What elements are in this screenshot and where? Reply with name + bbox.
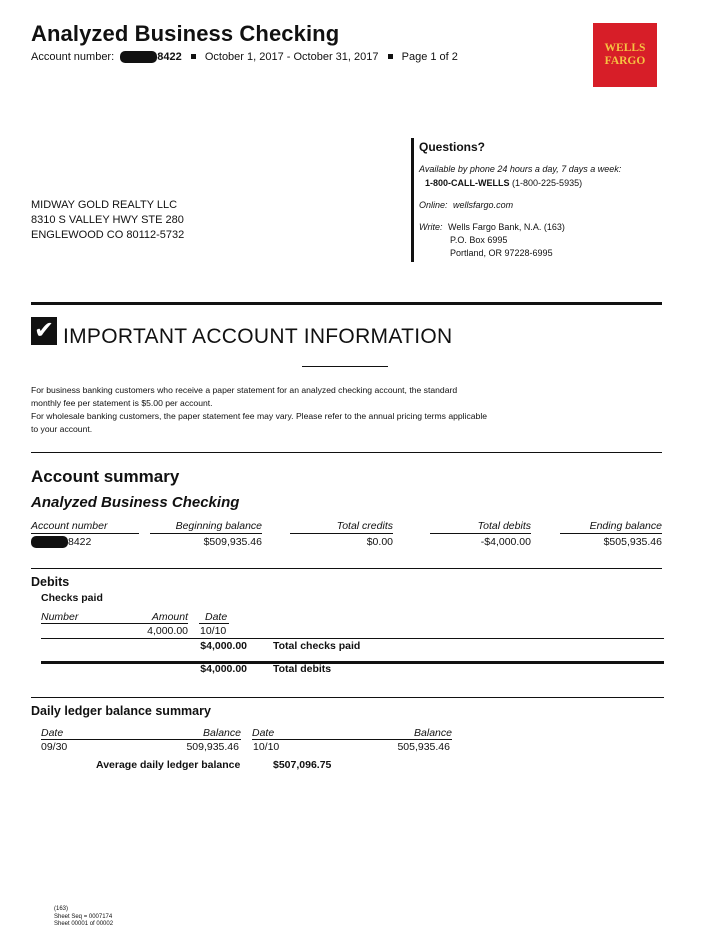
- total-rule-thick: [41, 661, 664, 664]
- average-balance-value: $507,096.75: [273, 759, 332, 771]
- total-debits-amount: $4,000.00: [200, 663, 247, 675]
- write-line1: Wells Fargo Bank, N.A. (163): [448, 222, 565, 232]
- mailing-address: [419, 221, 565, 260]
- footer-line3: Sheet 00001 of 00002: [54, 921, 114, 927]
- summary-total-debits: -$4,000.00: [480, 536, 531, 548]
- col-underline: [31, 533, 139, 534]
- ledger-col-date: Date: [41, 727, 64, 739]
- section-divider: [31, 452, 662, 453]
- ledger-balance: 509,935.46: [186, 741, 239, 753]
- col-ending-balance: Ending balance: [589, 520, 662, 532]
- questions-title: Questions?: [419, 140, 486, 154]
- header-info-line: [31, 51, 458, 63]
- col-account-number: Account number: [31, 520, 108, 532]
- total-rule: [41, 638, 664, 639]
- ledger-date: 10/10: [253, 741, 280, 753]
- col-check-number: Number: [41, 611, 79, 623]
- write-label: Write:: [419, 222, 443, 232]
- col-total-credits: Total credits: [336, 520, 393, 532]
- summary-ending-balance: $505,935.46: [603, 536, 662, 548]
- col-underline: [290, 533, 393, 534]
- checkbox-icon: ✔: [31, 317, 57, 345]
- account-summary-heading: Account summary: [31, 467, 180, 486]
- phone-number: (1-800-225-5935): [512, 178, 583, 188]
- account-number-label: Account number:: [31, 51, 115, 63]
- account-suffix: 8422: [68, 536, 92, 548]
- sheet-footer: [54, 906, 113, 929]
- col-total-debits: Total debits: [477, 520, 531, 532]
- statement-period: October 1, 2017 - October 31, 2017: [204, 51, 379, 63]
- col-underline: [41, 623, 188, 624]
- redacted-account-number: [31, 536, 68, 548]
- col-underline: [150, 533, 262, 534]
- col-underline: [252, 739, 452, 740]
- statement-title: Analyzed Business Checking: [31, 21, 340, 46]
- debits-heading: Debits: [31, 575, 70, 589]
- check-date: 10/10: [200, 625, 227, 637]
- ledger-col-balance: Balance: [203, 727, 241, 739]
- col-underline: [430, 533, 531, 534]
- total-checks-label: Total checks paid: [273, 640, 361, 652]
- col-underline: [560, 533, 662, 534]
- col-check-amount: Amount: [151, 611, 188, 623]
- summary-total-credits: $0.00: [366, 536, 393, 548]
- separator-square-icon: [388, 54, 393, 59]
- write-line2: P.O. Box 6995: [450, 235, 508, 245]
- title-underline: [302, 366, 388, 367]
- important-line2: monthly fee per statement is $5.00 per account.: [31, 398, 213, 408]
- customer-name: MIDWAY GOLD REALTY LLC: [31, 199, 178, 211]
- redacted-account-number: [120, 51, 157, 63]
- summary-account-number: [31, 536, 91, 548]
- logo-text-line2: FARGO: [604, 55, 646, 67]
- customer-address: [31, 198, 184, 243]
- important-title: IMPORTANT ACCOUNT INFORMATION: [63, 325, 453, 348]
- wells-fargo-logo: [593, 23, 657, 87]
- col-underline: [41, 739, 241, 740]
- important-text: [31, 384, 551, 436]
- important-line3: For wholesale banking customers, the paper statement fee may vary. Please refer to the annual pricing terms applicable: [31, 411, 488, 421]
- section-divider: [31, 568, 662, 569]
- total-debits-label: Total debits: [273, 663, 332, 675]
- online-line: [419, 200, 513, 210]
- account-type-heading: Analyzed Business Checking: [31, 494, 240, 511]
- total-checks-amount: $4,000.00: [200, 640, 247, 652]
- account-number-suffix: 8422: [157, 51, 182, 63]
- ledger-date: 09/30: [41, 741, 68, 753]
- ledger-col-balance: Balance: [414, 727, 452, 739]
- page-indicator: Page 1 of 2: [401, 51, 458, 63]
- separator-square-icon: [191, 54, 196, 59]
- section-divider: [31, 302, 662, 305]
- customer-street: 8310 S VALLEY HWY STE 280: [31, 214, 184, 226]
- important-line4: to your account.: [31, 424, 93, 434]
- write-line3: Portland, OR 97228-6995: [450, 248, 553, 258]
- ledger-balance: 505,935.46: [397, 741, 450, 753]
- checks-paid-heading: Checks paid: [41, 592, 103, 604]
- average-balance-label: Average daily ledger balance: [96, 759, 241, 771]
- important-line1: For business banking customers who receive a paper statement for an analyzed checking account, the standard: [31, 385, 458, 395]
- customer-city: ENGLEWOOD CO 80112-5732: [31, 229, 185, 241]
- online-link[interactable]: wellsfargo.com: [453, 200, 514, 210]
- check-amount: 4,000.00: [147, 625, 188, 637]
- section-divider: [31, 697, 664, 698]
- online-label: Online:: [419, 200, 448, 210]
- summary-beginning-balance: $509,935.46: [203, 536, 262, 548]
- footer-line1: (163): [54, 906, 69, 912]
- footer-line2: Sheet Seq = 0007174: [54, 913, 113, 920]
- col-underline: [199, 623, 229, 624]
- phone-line: [425, 178, 582, 188]
- phone-name: 1-800-CALL-WELLS: [425, 178, 510, 188]
- questions-divider: [411, 138, 414, 262]
- phone-availability: Available by phone 24 hours a day, 7 days a week:: [419, 164, 622, 174]
- logo-text-line1: WELLS: [604, 42, 646, 54]
- ledger-heading: Daily ledger balance summary: [31, 704, 211, 718]
- col-check-date: Date: [205, 611, 228, 623]
- ledger-col-date: Date: [252, 727, 275, 739]
- col-beginning-balance: Beginning balance: [175, 520, 262, 532]
